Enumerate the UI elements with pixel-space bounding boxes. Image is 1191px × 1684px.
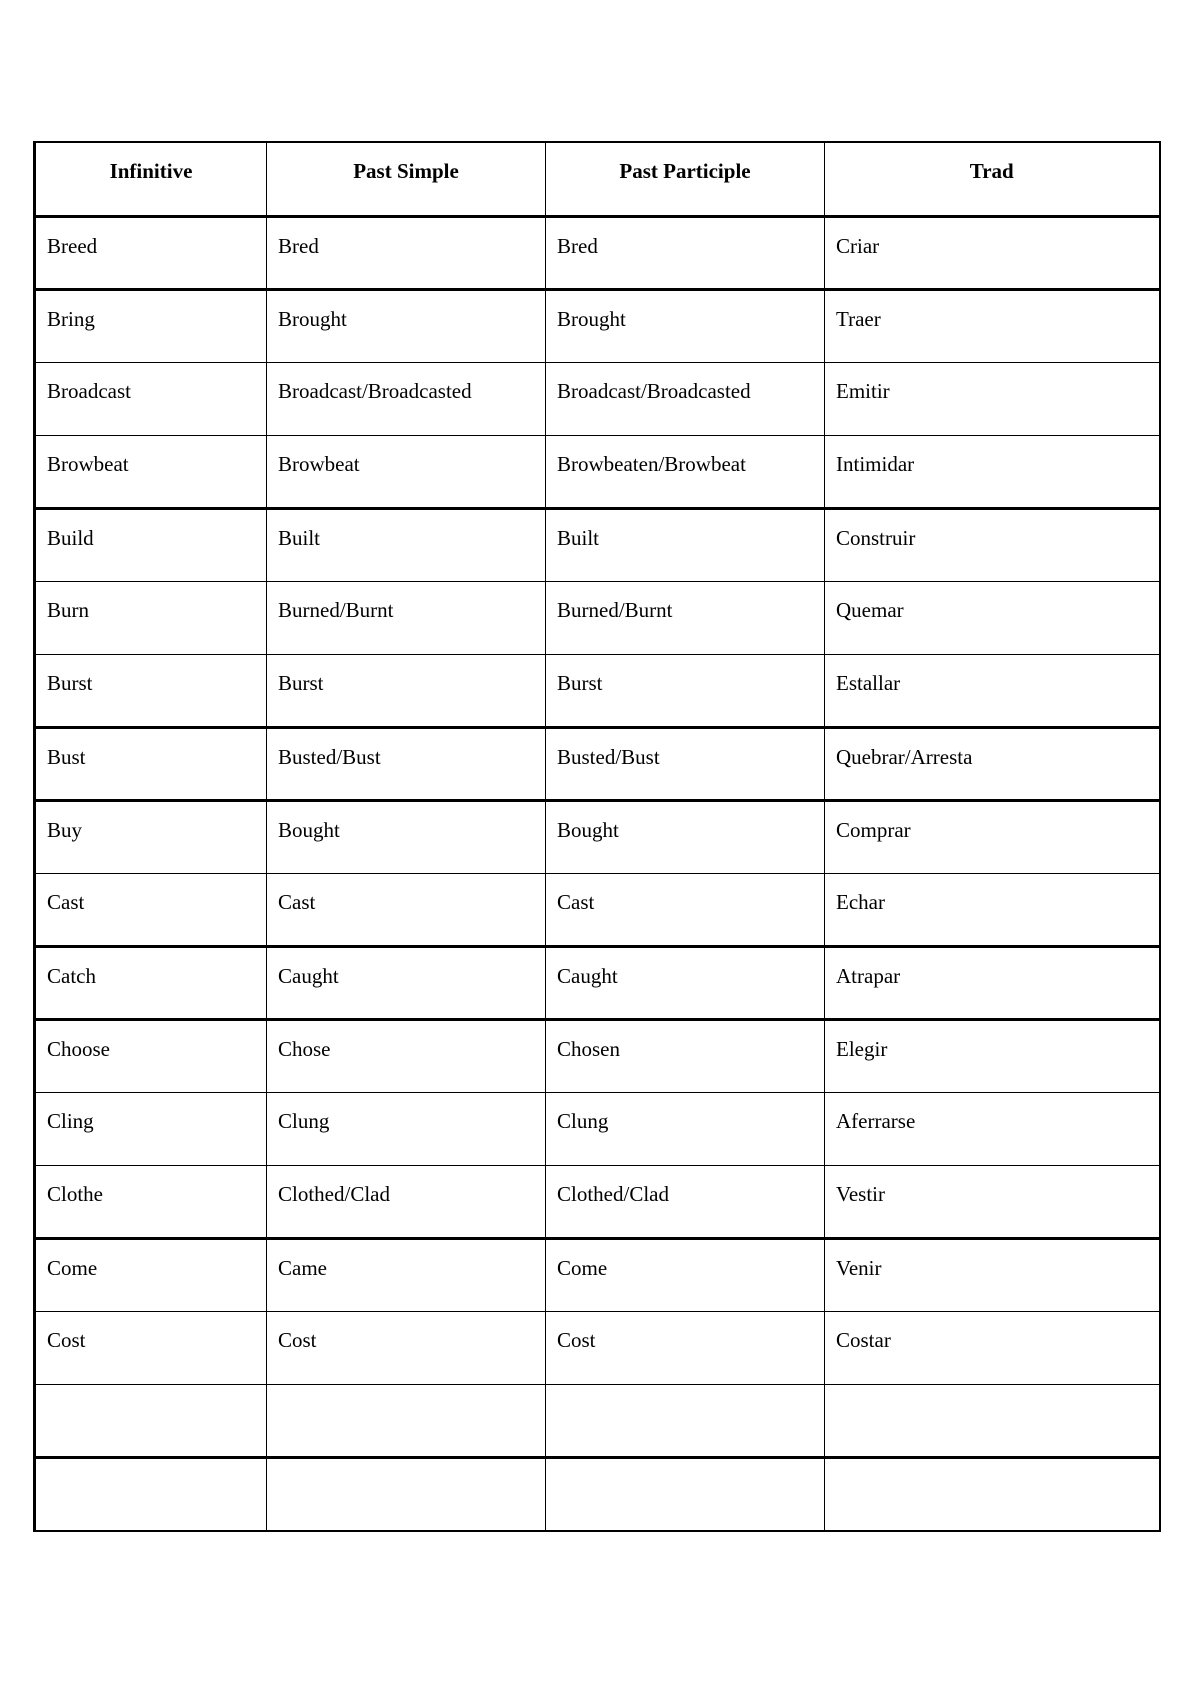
table-row — [35, 1311, 1160, 1384]
table-cell — [35, 1384, 267, 1457]
table-cell: Cast — [546, 873, 825, 946]
table-cell: Build — [35, 508, 267, 581]
table-cell: Costar — [825, 1311, 1160, 1384]
table-cell: Busted/Bust — [546, 727, 825, 800]
table-cell: Emitir — [825, 362, 1160, 435]
table-cell: Broadcast/Broadcasted — [546, 362, 825, 435]
table-cell: Echar — [825, 873, 1160, 946]
column-header-past-simple: Past Simple — [267, 142, 546, 216]
table-cell: Burned/Burnt — [267, 581, 546, 654]
table-cell — [35, 1457, 267, 1531]
table-cell: Cling — [35, 1092, 267, 1165]
column-header-past-participle: Past Participle — [546, 142, 825, 216]
table-cell: Bred — [546, 216, 825, 289]
table-cell: Venir — [825, 1238, 1160, 1311]
table-cell: Cost — [35, 1311, 267, 1384]
table-row — [35, 362, 1160, 435]
table-row — [35, 1238, 1160, 1311]
table-header — [35, 142, 1160, 216]
table-cell: Buy — [35, 800, 267, 873]
table-cell: Clung — [546, 1092, 825, 1165]
table-cell: Bring — [35, 289, 267, 362]
table-cell: Elegir — [825, 1019, 1160, 1092]
table-cell: Comprar — [825, 800, 1160, 873]
table-cell: Burned/Burnt — [546, 581, 825, 654]
table-row — [35, 1165, 1160, 1238]
table-row — [35, 800, 1160, 873]
table-cell: Cost — [546, 1311, 825, 1384]
column-header-trad: Trad — [825, 142, 1160, 216]
table-cell: Browbeat — [35, 435, 267, 508]
table-cell: Chosen — [546, 1019, 825, 1092]
table-row — [35, 508, 1160, 581]
table-cell: Brought — [546, 289, 825, 362]
table-cell: Clung — [267, 1092, 546, 1165]
table-cell: Chose — [267, 1019, 546, 1092]
table-cell: Caught — [267, 946, 546, 1019]
table-cell: Burn — [35, 581, 267, 654]
table-row — [35, 1019, 1160, 1092]
table-row — [35, 946, 1160, 1019]
table-cell: Burst — [267, 654, 546, 727]
table-cell: Cast — [35, 873, 267, 946]
table-row — [35, 1384, 1160, 1457]
table-cell: Bought — [546, 800, 825, 873]
table-row — [35, 581, 1160, 654]
table-cell: Catch — [35, 946, 267, 1019]
table-cell: Brought — [267, 289, 546, 362]
table-cell: Come — [546, 1238, 825, 1311]
table-cell — [825, 1384, 1160, 1457]
table-cell: Come — [35, 1238, 267, 1311]
table-row — [35, 216, 1160, 289]
table-row — [35, 1457, 1160, 1531]
table-cell: Intimidar — [825, 435, 1160, 508]
table-cell — [267, 1457, 546, 1531]
table-cell: Breed — [35, 216, 267, 289]
table-row — [35, 1092, 1160, 1165]
table-cell: Choose — [35, 1019, 267, 1092]
table-cell: Construir — [825, 508, 1160, 581]
table-cell: Vestir — [825, 1165, 1160, 1238]
table-cell: Cast — [267, 873, 546, 946]
table-cell: Burst — [546, 654, 825, 727]
table-cell: Bred — [267, 216, 546, 289]
table-cell — [546, 1457, 825, 1531]
table-cell: Estallar — [825, 654, 1160, 727]
table-cell: Browbeaten/Browbeat — [546, 435, 825, 508]
table-row — [35, 435, 1160, 508]
table-cell — [546, 1384, 825, 1457]
table-row — [35, 289, 1160, 362]
table-cell: Burst — [35, 654, 267, 727]
table-cell: Bust — [35, 727, 267, 800]
table-cell — [267, 1384, 546, 1457]
table-body — [35, 216, 1160, 1531]
table-row — [35, 654, 1160, 727]
table-cell: Busted/Bust — [267, 727, 546, 800]
table-cell: Bought — [267, 800, 546, 873]
table-cell: Built — [546, 508, 825, 581]
table-cell: Broadcast — [35, 362, 267, 435]
table-cell: Aferrarse — [825, 1092, 1160, 1165]
table-cell: Quemar — [825, 581, 1160, 654]
table-cell: Cost — [267, 1311, 546, 1384]
table-cell: Clothed/Clad — [546, 1165, 825, 1238]
irregular-verbs-table — [33, 141, 1161, 1532]
table-cell: Built — [267, 508, 546, 581]
table-cell: Clothe — [35, 1165, 267, 1238]
table-cell: Caught — [546, 946, 825, 1019]
table-cell — [825, 1457, 1160, 1531]
table-cell: Quebrar/Arresta — [825, 727, 1160, 800]
table-row — [35, 727, 1160, 800]
table-cell: Traer — [825, 289, 1160, 362]
table-cell: Broadcast/Broadcasted — [267, 362, 546, 435]
table-cell: Criar — [825, 216, 1160, 289]
column-header-infinitive: Infinitive — [35, 142, 267, 216]
table-cell: Clothed/Clad — [267, 1165, 546, 1238]
table-row — [35, 873, 1160, 946]
table-cell: Browbeat — [267, 435, 546, 508]
table-cell: Came — [267, 1238, 546, 1311]
header-row — [35, 142, 1160, 216]
table-cell: Atrapar — [825, 946, 1160, 1019]
